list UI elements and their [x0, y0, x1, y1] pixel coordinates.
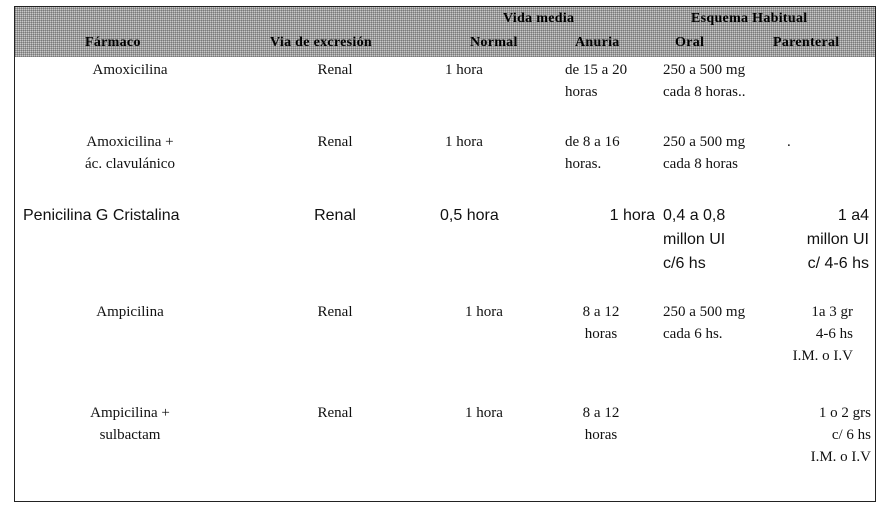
- header-farmaco: Fármaco: [85, 35, 141, 50]
- drug-table: [14, 6, 876, 502]
- cell-normal: 1 hora: [465, 405, 503, 421]
- cell-farmaco: Amoxicilina + ác. clavulánico: [85, 134, 175, 172]
- cell-via: Renal: [317, 62, 353, 78]
- header-oral: Oral: [675, 35, 705, 50]
- cell-oral: 0,4 a 0,8 millon UI c/6 hs: [663, 207, 726, 272]
- cell-via: Renal: [314, 207, 356, 224]
- cell-farmaco: Penicilina G Cristalina: [23, 207, 180, 224]
- cell-parenteral: 1a 3 gr 4-6 hs I.M. o I.V: [792, 304, 853, 364]
- cell-farmaco: Amoxicilina: [92, 62, 168, 78]
- cell-oral: 250 a 500 mg cada 6 hs.: [663, 304, 746, 342]
- cell-farmaco: Ampicilina: [96, 304, 164, 320]
- cell-anuria: 8 a 12 horas: [582, 405, 620, 443]
- header-anuria: Anuria: [575, 35, 620, 50]
- header-normal: Normal: [470, 35, 518, 50]
- cell-parenteral: .: [787, 134, 791, 150]
- cell-via: Renal: [317, 405, 353, 421]
- header-via-de-excresion: Via de excresión: [270, 35, 373, 50]
- header-parenteral: Parenteral: [773, 35, 840, 50]
- header-vida-media: Vida media: [503, 11, 575, 26]
- cell-oral: 250 a 500 mg cada 8 horas..: [663, 62, 746, 100]
- cell-farmaco: Ampicilina + sulbactam: [90, 405, 170, 443]
- cell-normal: 1 hora: [445, 62, 483, 78]
- cell-via: Renal: [317, 304, 353, 320]
- cell-anuria: de 15 a 20 horas: [565, 62, 628, 100]
- cell-via: Renal: [317, 134, 353, 150]
- cell-oral: 250 a 500 mg cada 8 horas: [663, 134, 746, 172]
- cell-parenteral: 1 a4 millon UI c/ 4-6 hs: [806, 207, 869, 272]
- cell-normal: 0,5 hora: [440, 207, 499, 224]
- cell-anuria: 8 a 12 horas: [582, 304, 620, 342]
- header-esquema-habitual: Esquema Habitual: [691, 11, 808, 26]
- cell-normal: 1 hora: [445, 134, 483, 150]
- cell-anuria: 1 hora: [609, 207, 655, 224]
- table-header: [15, 7, 875, 57]
- cell-parenteral: 1 o 2 grs c/ 6 hs I.M. o I.V: [810, 405, 871, 465]
- cell-normal: 1 hora: [465, 304, 503, 320]
- cell-anuria: de 8 a 16 horas.: [565, 134, 620, 172]
